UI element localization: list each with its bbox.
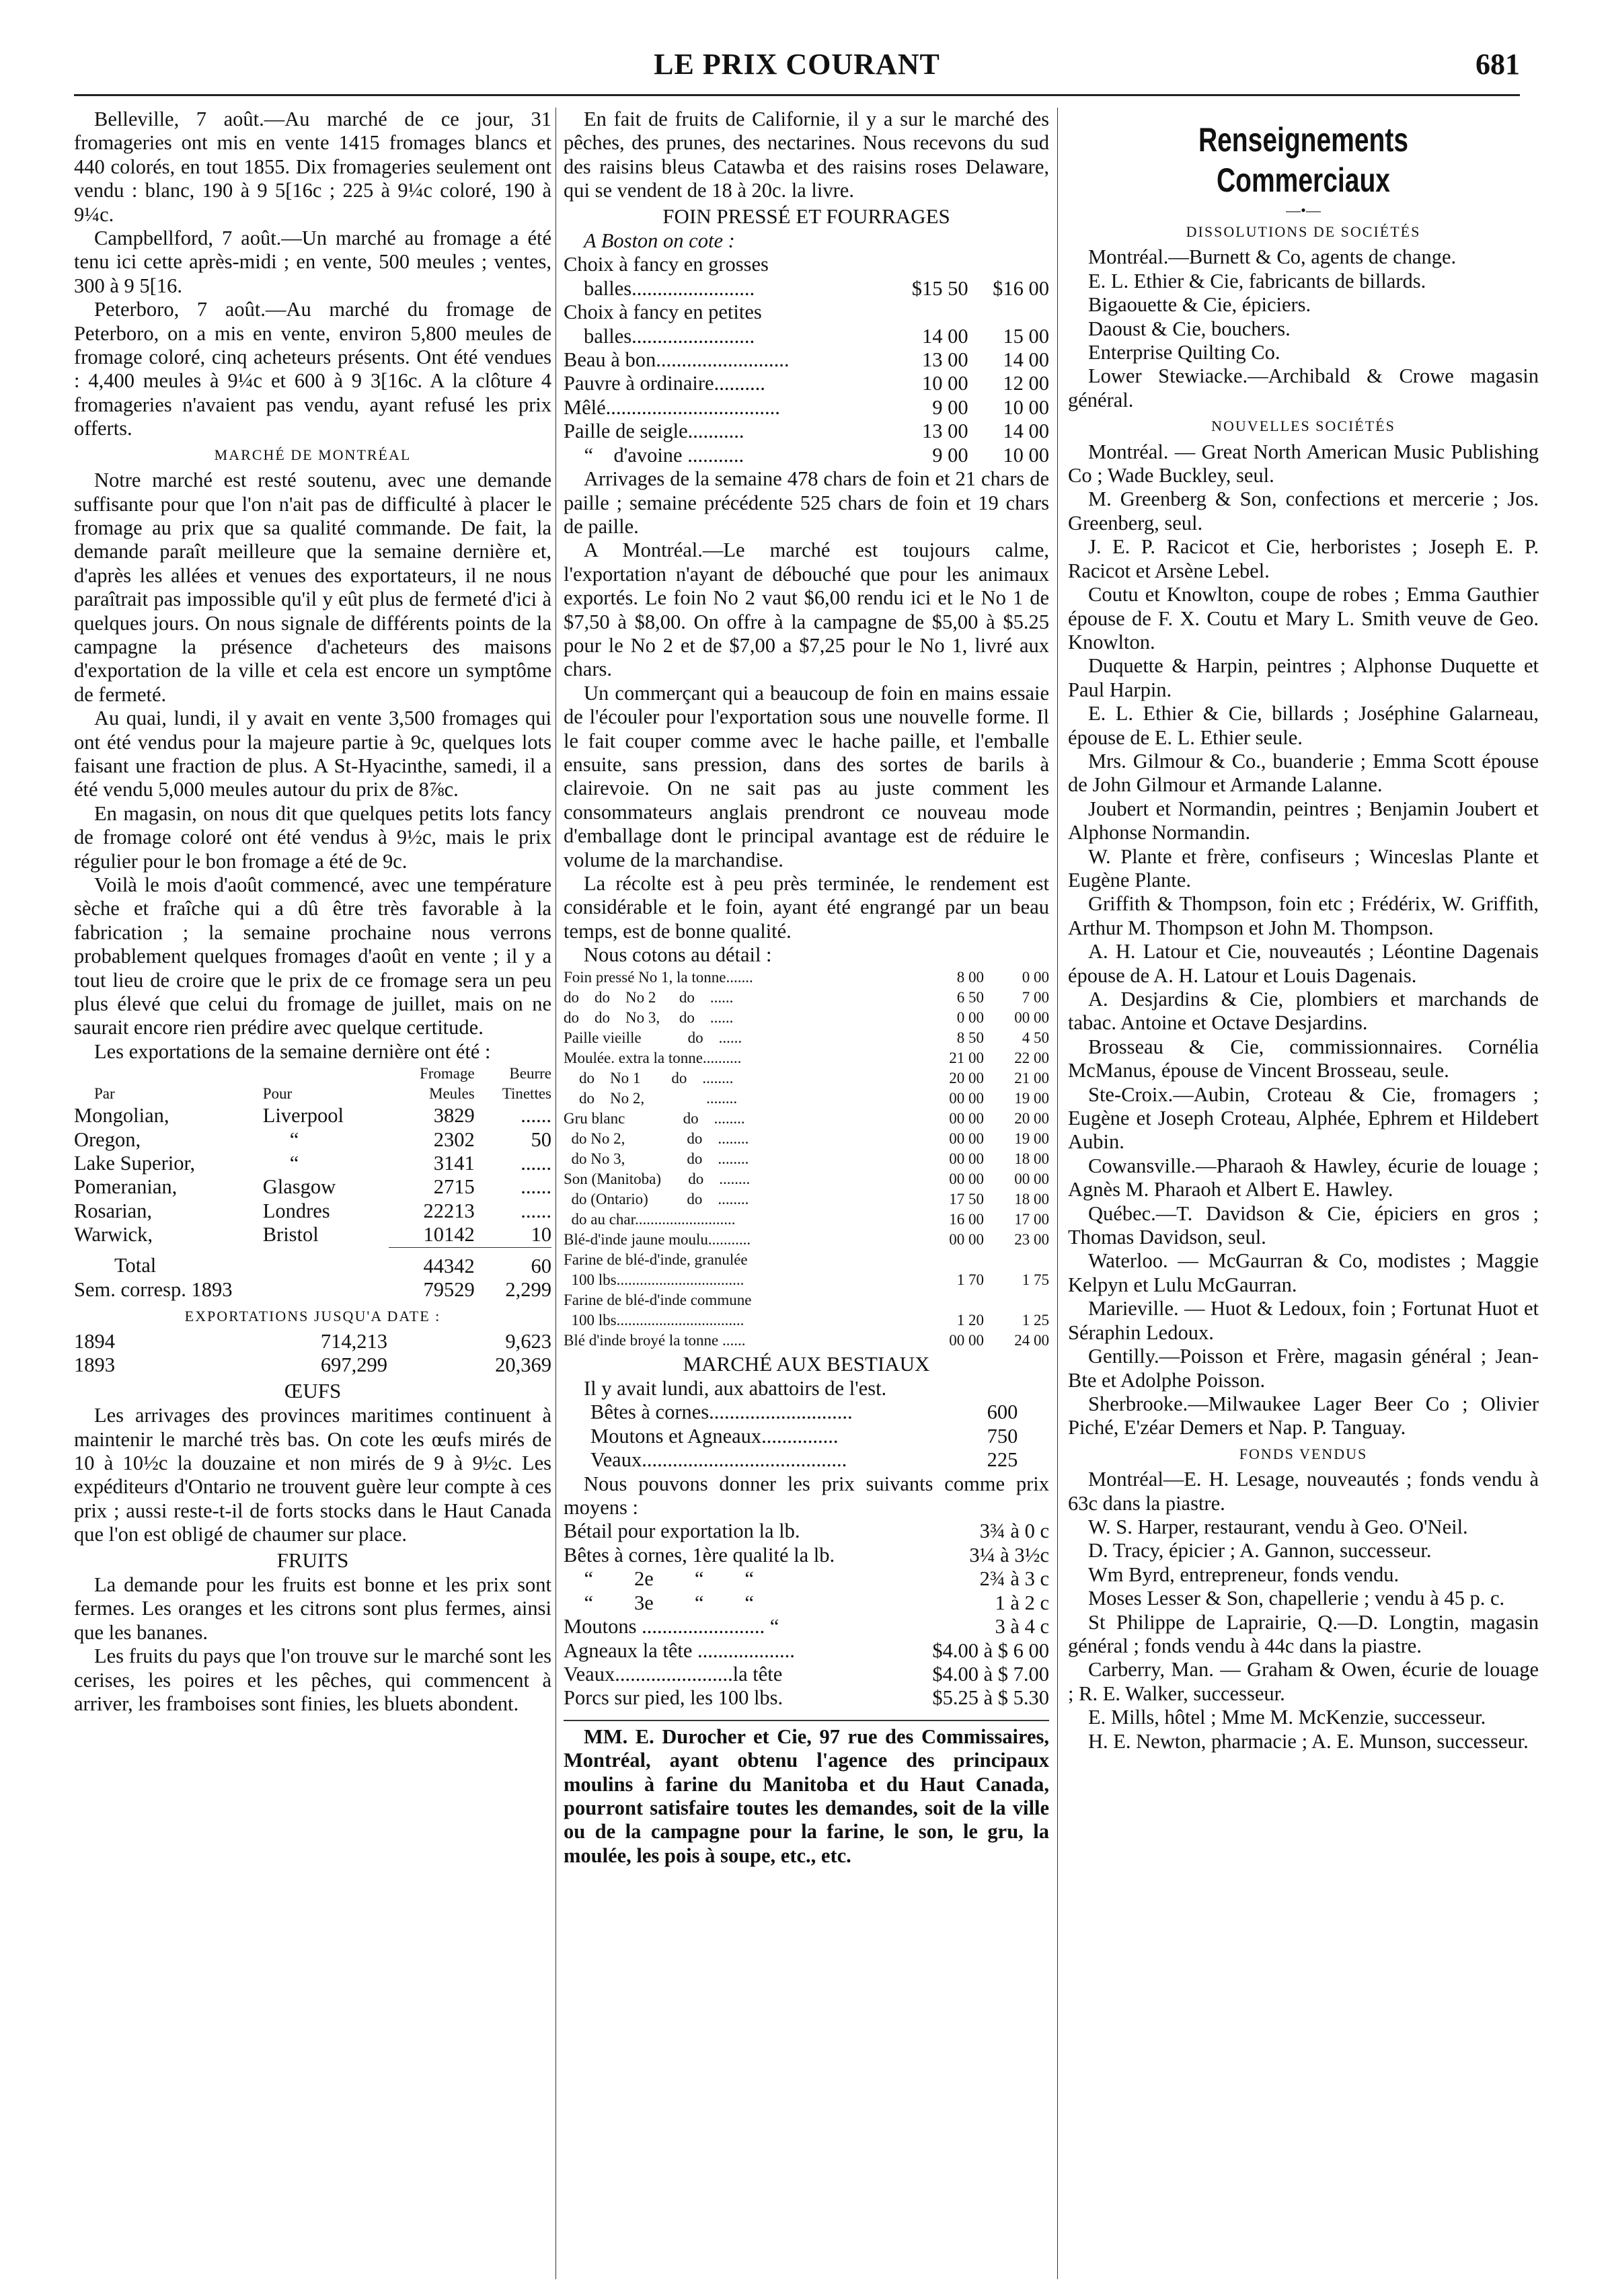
section-heading: FRUITS bbox=[276, 1548, 349, 1572]
table-row bbox=[564, 1544, 1049, 1567]
tinettes: 50 bbox=[531, 1127, 551, 1151]
table-row bbox=[564, 372, 1049, 395]
price: 17 50 bbox=[949, 1190, 984, 1208]
table-row bbox=[74, 1104, 551, 1127]
livestock-price-table bbox=[564, 1519, 1049, 1710]
table-row bbox=[590, 1400, 1018, 1424]
port: “ bbox=[289, 1152, 299, 1175]
ornament: —•— bbox=[1286, 202, 1321, 219]
paragraph: A Boston on cote : bbox=[584, 229, 735, 253]
table-row bbox=[564, 967, 1049, 988]
price: 1 à 2 c bbox=[995, 1591, 1049, 1614]
item-label: Farine de blé-d'inde commune bbox=[564, 1291, 752, 1308]
list-item: Montréal.—Burnett & Co, agents de change. bbox=[1088, 245, 1457, 269]
list-item: Griffith & Thompson, foin etc ; Frédérix, W. Griffith, Arthur M. Thompson et John M. Thompson. bbox=[1068, 892, 1539, 939]
section-heading: NOUVELLES SOCIÉTÉS bbox=[1211, 418, 1395, 435]
table-row bbox=[74, 1128, 551, 1152]
year: 1893 bbox=[74, 1353, 115, 1377]
table-row bbox=[564, 1028, 1049, 1048]
table-row bbox=[74, 1152, 551, 1175]
section-heading: EXPORTATIONS JUSQU'A DATE : bbox=[184, 1307, 441, 1324]
exports-table bbox=[74, 1064, 551, 1302]
list-item: Moses Lesser & Son, chapellerie ; vendu à 45 p. c. bbox=[1088, 1587, 1505, 1610]
list-item: Duquette & Harpin, peintres ; Alphonse Duquette et Paul Harpin. bbox=[1068, 654, 1539, 701]
list-item: Coutu et Knowlton, coupe de robes ; Emma Gauthier épouse de F. X. Coutu et Mary L. Smith veuve de Geo. Knowlton. bbox=[1068, 583, 1539, 654]
table-row bbox=[590, 1448, 1018, 1472]
list-item: Montréal. — Great North American Music Publishing Co ; Wade Buckley, seul. bbox=[1068, 440, 1539, 487]
list-item: E. L. Ethier & Cie, billards ; Joséphine Galarneau, épouse de E. L. Ethier seule. bbox=[1068, 702, 1539, 749]
tinettes: 10 bbox=[531, 1223, 551, 1246]
table-row bbox=[564, 1331, 1049, 1351]
item-label: Paille de seigle........... bbox=[564, 420, 744, 443]
count: 600 bbox=[987, 1400, 1018, 1424]
list-item: A. H. Latour et Cie, nouveautés ; Léontine Dagenais épouse de A. H. Latour et Louis Dagenais. bbox=[1068, 940, 1539, 987]
list-item: St Philippe de Laprairie, Q.—D. Longtin, magasin général ; fonds vendu à 44c dans la piastre. bbox=[1068, 1610, 1539, 1657]
table-row bbox=[564, 1109, 1049, 1129]
paragraph: Peterboro, 7 août.—Au marché du fromage de Peterboro, on a mis en vente, environ 5,800 meules de fromage coloré, cinq acheteurs présents. Ont été vendues : 4,400 meules à 9¼c et 600 à 9 3[16c. A la clôture 4 fromageries n'avaient pas vendu, ayant refusé les prix offerts. bbox=[74, 298, 551, 440]
paragraph: Nous cotons au détail : bbox=[584, 943, 772, 967]
table-row bbox=[74, 1175, 551, 1199]
item-label: Moutons et Agneaux............... bbox=[590, 1424, 839, 1448]
tinettes: ...... bbox=[521, 1175, 551, 1199]
price: 14 00 bbox=[1003, 420, 1049, 443]
value: 714,213 bbox=[320, 1329, 387, 1353]
divider bbox=[564, 1720, 1049, 1721]
price: $16 00 bbox=[993, 276, 1049, 300]
price: 8 50 bbox=[956, 1029, 984, 1046]
list-item: Québec.—T. Davidson & Cie, épiciers en gros ; Thomas Davidson, seul. bbox=[1068, 1201, 1539, 1249]
price: 21 00 bbox=[1014, 1069, 1049, 1086]
table-row bbox=[564, 1663, 1049, 1686]
table-header: Meules bbox=[429, 1085, 475, 1103]
item-label: do No 2, do ........ bbox=[564, 1130, 749, 1147]
table-header: Fromage bbox=[419, 1065, 475, 1082]
section-heading: ŒUFS bbox=[284, 1378, 342, 1402]
item-label: do No 3, do ........ bbox=[564, 1150, 749, 1167]
table-row bbox=[564, 1230, 1049, 1250]
list-item: Brosseau & Cie, commissionnaires. Cornélia McManus, épouse de Vincent Brosseau, seule. bbox=[1068, 1035, 1539, 1082]
price: 1 25 bbox=[1022, 1311, 1049, 1329]
list-item: Lower Stewiacke.—Archibald & Crowe magasin général. bbox=[1068, 364, 1539, 411]
tinettes: ...... bbox=[521, 1199, 551, 1222]
retail-price-table bbox=[564, 967, 1049, 1351]
port: “ bbox=[289, 1127, 299, 1151]
item-label: Choix à fancy en grosses bbox=[564, 253, 769, 276]
price: 6 50 bbox=[956, 988, 984, 1006]
price: 21 00 bbox=[949, 1049, 984, 1066]
table-row bbox=[564, 1048, 1049, 1068]
paragraph: Arrivages de la semaine 478 chars de foin et 21 chars de paille ; semaine précédente 525 chars de foin et 19 chars de paille. bbox=[564, 467, 1049, 538]
item-label: Son (Manitoba) do ........ bbox=[564, 1170, 751, 1187]
price: 20 00 bbox=[949, 1069, 984, 1086]
table-row bbox=[564, 325, 1049, 348]
price: 19 00 bbox=[1014, 1089, 1049, 1107]
item-label: “ 3e “ “ bbox=[564, 1591, 754, 1614]
section-heading: MARCHÉ AUX BESTIAUX bbox=[683, 1351, 930, 1376]
price: 23 00 bbox=[1014, 1230, 1049, 1248]
price: 7 00 bbox=[1022, 988, 1049, 1006]
item-label: Veaux.......................la tête bbox=[564, 1662, 783, 1686]
list-item: Montréal—E. H. Lesage, nouveautés ; fonds vendu à 63c dans la piastre. bbox=[1068, 1468, 1539, 1515]
table-row bbox=[564, 1567, 1049, 1591]
hay-price-table bbox=[564, 253, 1049, 467]
paragraph: Il y avait lundi, aux abattoirs de l'est. bbox=[584, 1377, 887, 1400]
item-label: Blé-d'inde jaune moulu........... bbox=[564, 1230, 751, 1248]
item-label: do au char.......................... bbox=[564, 1210, 736, 1228]
item-label: Agneaux la tête ................... bbox=[564, 1638, 795, 1662]
item-label: Foin pressé No 1, la tonne....... bbox=[564, 968, 753, 986]
table-row bbox=[564, 1686, 1049, 1710]
meules: 79529 bbox=[423, 1278, 475, 1302]
table-row bbox=[564, 1189, 1049, 1210]
price: 20 00 bbox=[1014, 1109, 1049, 1127]
table-row bbox=[564, 1169, 1049, 1189]
exports-to-date-table bbox=[74, 1330, 551, 1378]
paragraph: La demande pour les fruits est bonne et les prix sont fermes. Les oranges et les citrons sont plus fermes, ainsi que les bananes. bbox=[74, 1573, 551, 1644]
ship-name: Rosarian, bbox=[74, 1199, 153, 1222]
list-item: Bigaouette & Cie, épiciers. bbox=[1088, 293, 1311, 317]
list-item: Wm Byrd, entrepreneur, fonds vendu. bbox=[1088, 1562, 1400, 1586]
price: $5.25 à $ 5.30 bbox=[932, 1686, 1049, 1710]
price: 00 00 bbox=[949, 1331, 984, 1349]
price: 18 00 bbox=[1014, 1190, 1049, 1208]
price: 9 00 bbox=[932, 443, 968, 467]
price: 9 00 bbox=[932, 395, 968, 419]
list-item: Sherbrooke.—Milwaukee Lager Beer Co ; Olivier Piché, E'zéar Demers et Nap. P. Tanguay. bbox=[1068, 1392, 1539, 1439]
table-row bbox=[564, 301, 1049, 324]
table-row bbox=[564, 1149, 1049, 1169]
column-3 bbox=[1068, 108, 1539, 2279]
header-rule bbox=[74, 94, 1520, 96]
price: 16 00 bbox=[949, 1210, 984, 1228]
table-row bbox=[564, 420, 1049, 443]
list-item: Cowansville.—Pharaoh & Hawley, écurie de louage ; Agnès M. Pharaoh et Albert E. Hawley. bbox=[1068, 1154, 1539, 1201]
column-1 bbox=[74, 108, 551, 2279]
tinettes: 60 bbox=[475, 1247, 551, 1278]
meules: 3829 bbox=[433, 1104, 475, 1127]
item-label: Beau à bon.......................... bbox=[564, 348, 790, 372]
table-row bbox=[590, 1425, 1018, 1448]
price bbox=[919, 1290, 984, 1310]
price bbox=[984, 1250, 1049, 1270]
column-2 bbox=[564, 108, 1049, 2279]
price: 3 à 4 c bbox=[995, 1615, 1049, 1638]
list-item: E. Mills, hôtel ; Mme M. McKenzie, successeur. bbox=[1088, 1706, 1486, 1729]
paragraph: Les exportations de la semaine dernière ont été : bbox=[94, 1039, 491, 1063]
table-header: Par bbox=[94, 1085, 115, 1103]
table-row bbox=[74, 1353, 551, 1377]
price: 2¾ à 3 c bbox=[979, 1567, 1049, 1591]
item-label: 100 lbs................................. bbox=[564, 1311, 744, 1329]
paragraph: Un commerçant qui a beaucoup de foin en mains essaie de l'écouler pour l'exportation sous une nouvelle forme. Il le fait couper comme avec le hache paille, et l'emballe ensuite, sans pression, dans des sortes de barils à clairevoie. On ne sait pas au juste comment les consommateurs anglais prendront ce nouveau mode d'emballage dont le principal avantage est de réduire le volume de la marchandise. bbox=[564, 681, 1049, 871]
item-label: do do No 2 do ...... bbox=[564, 988, 734, 1006]
table-row bbox=[564, 1290, 1049, 1310]
value: 9,623 bbox=[505, 1329, 551, 1353]
ship-name: Mongolian, bbox=[74, 1104, 169, 1127]
table-header: Beurre bbox=[509, 1065, 551, 1082]
list-item: Waterloo. — McGaurran & Co, modistes ; Maggie Kelpyn et Lulu McGaurran. bbox=[1068, 1249, 1539, 1296]
table-row bbox=[564, 1088, 1049, 1109]
tinettes: ...... bbox=[521, 1152, 551, 1175]
item-label: do (Ontario) do ........ bbox=[564, 1190, 749, 1208]
table-row bbox=[74, 1330, 551, 1353]
table-row bbox=[564, 1639, 1049, 1663]
price: 00 00 bbox=[949, 1170, 984, 1187]
ship-name: Warwick, bbox=[74, 1223, 153, 1246]
price: 1 20 bbox=[956, 1311, 984, 1329]
item-label: Farine de blé-d'inde, granulée bbox=[564, 1251, 748, 1268]
page-header bbox=[74, 47, 1520, 87]
item-label: “ d'avoine ........... bbox=[564, 443, 744, 467]
price: 00 00 bbox=[949, 1230, 984, 1248]
table-header: Pour bbox=[262, 1085, 293, 1103]
price: 22 00 bbox=[1014, 1049, 1049, 1066]
table-row bbox=[564, 277, 1049, 301]
item-label: Blé d'inde broyé la tonne ...... bbox=[564, 1331, 746, 1349]
table-row bbox=[564, 1129, 1049, 1149]
item-label: Bêtes à cornes............................ bbox=[590, 1400, 853, 1424]
paragraph: Les fruits du pays que l'on trouve sur le marché sont les cerises, les poires et les pêches, qui commencent à arriver, les framboises sont finies, les bluets abondent. bbox=[74, 1645, 551, 1715]
list-item: Gentilly.—Poisson et Frère, magasin général ; Jean-Bte et Adolphe Poisson. bbox=[1068, 1345, 1539, 1392]
paragraph: Voilà le mois d'août commencé, avec une température sèche et fraîche qui a dû être très favorable à la fabrication ; la semaine prochaine nous verrons probablement quelques fromages d'août en vente ; il y a tout lieu de croire que le prix de ce fromage sera un peu plus élevé que celui du fromage de juillet, mais on ne saurait encore rien prédire avec quelque certitude. bbox=[74, 873, 551, 1039]
count: 750 bbox=[987, 1424, 1018, 1448]
meules: 44342 bbox=[389, 1247, 474, 1278]
meules: 10142 bbox=[423, 1223, 475, 1246]
price: 8 00 bbox=[956, 968, 984, 986]
price: 00 00 bbox=[949, 1150, 984, 1167]
list-item: W. S. Harper, restaurant, vendu à Geo. O'Neil. bbox=[1088, 1515, 1468, 1538]
paragraph: Campbellford, 7 août.—Un marché au fromage a été tenu ici cette après-midi ; en vente, 500 meules ; ventes, 300 à 9 5[16. bbox=[74, 227, 551, 297]
ship-name: Pomeranian, bbox=[74, 1175, 178, 1199]
price: 14 00 bbox=[922, 324, 968, 348]
notice-paragraph: MM. E. Durocher et Cie, 97 rue des Commissaires, Montréal, ayant obtenu l'agence des principaux moulins à farine du Manitoba et du Haut Canada, pourront satisfaire toutes les demandes, soit de la ville ou de la campagne pour la farine, le son, le gru, la moulée, les pois à soupe, etc., etc. bbox=[564, 1725, 1049, 1867]
price: 10 00 bbox=[1003, 443, 1049, 467]
meules: 3141 bbox=[433, 1152, 475, 1175]
list-item: Daoust & Cie, bouchers. bbox=[1088, 317, 1291, 340]
section-heading: DISSOLUTIONS DE SOCIÉTÉS bbox=[1186, 223, 1421, 240]
dissolutions-list bbox=[1068, 245, 1539, 412]
port: Londres bbox=[262, 1199, 330, 1222]
paragraph: En magasin, on nous dit que quelques petits lots fancy de fromage coloré ont été vendus à 9½c, mais le prix régulier pour le bon fromage a été de 9c. bbox=[74, 801, 551, 873]
item-label: Mêlé.................................. bbox=[564, 395, 780, 419]
total-row bbox=[74, 1247, 551, 1278]
tinettes: ...... bbox=[521, 1104, 551, 1127]
section-heading: FONDS VENDUS bbox=[1239, 1445, 1368, 1462]
price: 00 00 bbox=[949, 1089, 984, 1107]
tinettes: 2,299 bbox=[505, 1278, 551, 1302]
price: 3¼ à 3½c bbox=[969, 1543, 1049, 1567]
table-row bbox=[564, 1210, 1049, 1230]
price: 18 00 bbox=[1014, 1150, 1049, 1167]
paragraph: Notre marché est resté soutenu, avec une demande suffisante pour que l'on n'ait pas de difficulté à placer le fromage au prix que sa qualité commande. De fait, la demande paraît meilleure que la semaine dernière et, d'après les allées et venues des exportateurs, il ne nous paraîtrait pas impossible qu'il y eût plus de fermeté d'ici à quelques jours. On nous signale de différents points de la campagne la présence d'acheteurs des maisons d'exportation de la ville et cela est encore un symptôme de fermeté. bbox=[74, 469, 551, 706]
price: $15 50 bbox=[911, 276, 968, 300]
item-label: Paille vieille do ...... bbox=[564, 1029, 742, 1046]
paragraph: En fait de fruits de Californie, il y a sur le marché des pêches, des prunes, des nectarines. Nous recevons du sud des raisins bleus Catawba et des raisins roses Delaware, qui se vendent de 18 à 20c. la livre. bbox=[564, 108, 1049, 202]
section-title: Renseignements Commerciaux bbox=[1198, 121, 1409, 199]
item-label: do No 1 do ........ bbox=[564, 1069, 734, 1086]
paragraph: Les arrivages des provinces maritimes continuent à maintenir le marché très bas. On cote les œufs mirés de 10 à 10½c la douzaine et non mirés de 9 à 9½c. Les expéditeurs d'Ontario ne trouvent guère leur compte à ces prix ; aussi reste-t-il de forts stocks dans le Haut Canada que l'on est obligé de chaumer sur place. bbox=[74, 1404, 551, 1546]
count: 225 bbox=[987, 1448, 1018, 1472]
price: 12 00 bbox=[1003, 372, 1049, 395]
list-item: D. Tracy, épicier ; A. Gannon, successeur. bbox=[1088, 1539, 1432, 1562]
item-label: Choix à fancy en petites bbox=[564, 301, 762, 324]
meules: 2302 bbox=[433, 1127, 475, 1151]
price bbox=[984, 1290, 1049, 1310]
price bbox=[919, 1250, 984, 1270]
table-row bbox=[564, 1310, 1049, 1331]
page-number: 681 bbox=[1476, 48, 1520, 81]
table-row bbox=[564, 1008, 1049, 1028]
port: Glasgow bbox=[262, 1175, 336, 1199]
item-label: 100 lbs................................. bbox=[564, 1271, 744, 1288]
item-label: Bétail pour exportation la lb. bbox=[564, 1519, 800, 1543]
item-label: do No 2, ........ bbox=[564, 1089, 738, 1107]
price: 17 00 bbox=[1014, 1210, 1049, 1228]
item-label: balles........................ bbox=[584, 276, 755, 300]
total-label: Total bbox=[114, 1254, 157, 1277]
table-row bbox=[564, 396, 1049, 420]
price: 10 00 bbox=[1003, 395, 1049, 419]
list-item: M. Greenberg & Son, confections et mercerie ; Jos. Greenberg, seul. bbox=[1068, 487, 1539, 535]
price: $4.00 à $ 7.00 bbox=[932, 1662, 1049, 1686]
price: 14 00 bbox=[1003, 348, 1049, 372]
paragraph: Nous pouvons donner les prix suivants comme prix moyens : bbox=[564, 1472, 1049, 1519]
list-item: Joubert et Normandin, peintres ; Benjamin Joubert et Alphonse Normandin. bbox=[1068, 797, 1539, 844]
section-heading: FOIN PRESSÉ ET FOURRAGES bbox=[662, 204, 950, 228]
total-row bbox=[74, 1278, 551, 1302]
price: 0 00 bbox=[956, 1008, 984, 1026]
list-item: A. Desjardins & Cie, plombiers et marchands de tabac. Antoine et Octave Desjardins. bbox=[1068, 988, 1539, 1035]
paragraph: Au quai, lundi, il y avait en vente 3,500 fromages qui ont été vendus pour la majeure partie à 9c, quelques lots faisant une fraction de plus. A St-Hyacinthe, samedi, il a été vendu 5,000 meules autour du prix de 8⅞c. bbox=[74, 707, 551, 801]
table-row bbox=[74, 1199, 551, 1223]
table-header: Tinettes bbox=[502, 1085, 551, 1103]
price: 24 00 bbox=[1014, 1331, 1049, 1349]
sold-businesses-list bbox=[1068, 1468, 1539, 1753]
list-item: Mrs. Gilmour & Co., buanderie ; Emma Scott épouse de John Gilmour et Armande Lalanne. bbox=[1068, 749, 1539, 797]
item-label: Porcs sur pied, les 100 lbs. bbox=[564, 1686, 783, 1710]
table-row bbox=[564, 988, 1049, 1008]
price: 19 00 bbox=[1014, 1130, 1049, 1147]
price: 00 00 bbox=[949, 1130, 984, 1147]
table-row bbox=[564, 253, 1049, 276]
list-item: Carberry, Man. — Graham & Owen, écurie de louage ; R. E. Walker, successeur. bbox=[1068, 1658, 1539, 1705]
table-row bbox=[564, 1250, 1049, 1270]
price: 3¾ à 0 c bbox=[979, 1519, 1049, 1543]
port: Liverpool bbox=[262, 1104, 344, 1127]
item-label: do do No 3, do ...... bbox=[564, 1008, 734, 1026]
item-label: Moulée. extra la tonne.......... bbox=[564, 1049, 742, 1066]
item-label: Moutons ........................ “ bbox=[564, 1615, 779, 1638]
list-item: Marieville. — Huot & Ledoux, foin ; Fortunat Huot et Séraphin Ledoux. bbox=[1068, 1297, 1539, 1344]
meules: 22213 bbox=[423, 1199, 475, 1222]
value: 697,299 bbox=[320, 1353, 387, 1377]
table-row bbox=[74, 1223, 551, 1247]
price: 00 00 bbox=[1014, 1008, 1049, 1026]
list-item: H. E. Newton, pharmacie ; A. E. Munson, successeur. bbox=[1088, 1729, 1529, 1753]
ship-name: Oregon, bbox=[74, 1127, 141, 1151]
sem-label: Sem. corresp. 1893 bbox=[74, 1278, 233, 1302]
price: 0 00 bbox=[1022, 968, 1049, 986]
price: $4.00 à $ 6 00 bbox=[932, 1638, 1049, 1662]
item-label: balles........................ bbox=[584, 324, 755, 348]
list-item: W. Plante et frère, confiseurs ; Winceslas Plante et Eugène Plante. bbox=[1068, 844, 1539, 892]
price: 15 00 bbox=[1003, 324, 1049, 348]
section-heading: MARCHÉ DE MONTRÉAL bbox=[214, 446, 412, 463]
table-row bbox=[564, 1591, 1049, 1615]
table-row bbox=[564, 1519, 1049, 1543]
meules: 2715 bbox=[433, 1175, 475, 1199]
new-companies-list bbox=[1068, 440, 1539, 1440]
journal-title: LE PRIX COURANT bbox=[654, 48, 940, 81]
port: Bristol bbox=[262, 1223, 319, 1246]
table-row bbox=[564, 1270, 1049, 1290]
list-item: Ste-Croix.—Aubin, Croteau & Cie, fromagers ; Eugène et Joseph Croteau, Alphée, Ephrem et Hildebert Aubin. bbox=[1068, 1082, 1539, 1154]
item-label: Gru blanc do ........ bbox=[564, 1109, 745, 1127]
table-row bbox=[564, 1615, 1049, 1638]
livestock-count-table bbox=[590, 1400, 1018, 1472]
price: 13 00 bbox=[922, 420, 968, 443]
item-label: Bêtes à cornes, 1ère qualité la lb. bbox=[564, 1543, 835, 1567]
item-label: “ 2e “ “ bbox=[564, 1567, 754, 1591]
price: 00 00 bbox=[1014, 1170, 1049, 1187]
ship-name: Lake Superior, bbox=[74, 1152, 196, 1175]
year: 1894 bbox=[74, 1329, 115, 1353]
list-item: J. E. P. Racicot et Cie, herboristes ; Joseph E. P. Racicot et Arsène Lebel. bbox=[1068, 535, 1539, 582]
item-label: Veaux........................................ bbox=[590, 1448, 847, 1472]
item-label: Pauvre à ordinaire.......... bbox=[564, 372, 765, 395]
price: 1 75 bbox=[1022, 1271, 1049, 1288]
table-row bbox=[564, 348, 1049, 372]
price: 10 00 bbox=[922, 372, 968, 395]
table-row bbox=[564, 444, 1049, 467]
paragraph: Belleville, 7 août.—Au marché de ce jour, 31 fromageries ont mis en vente 1415 fromages blancs et 440 colorés, en tout 1855. Dix fromageries seulement ont vendu : blanc, 190 à 9 5[16c ; 225 à 9¼c coloré, 190 à 9¼c. bbox=[74, 108, 551, 226]
price: 00 00 bbox=[949, 1109, 984, 1127]
column-divider bbox=[1057, 108, 1058, 2279]
value: 20,369 bbox=[495, 1353, 551, 1377]
price: 4 50 bbox=[1022, 1029, 1049, 1046]
list-item: Enterprise Quilting Co. bbox=[1088, 341, 1280, 364]
price: 13 00 bbox=[922, 348, 968, 372]
paragraph: La récolte est à peu près terminée, le rendement est considérable et le foin, ayant été engrangé par un beau temps, est de bonne qualité. bbox=[564, 872, 1049, 943]
table-row bbox=[564, 1068, 1049, 1088]
list-item: E. L. Ethier & Cie, fabricants de billards. bbox=[1088, 269, 1426, 292]
price: 1 70 bbox=[956, 1271, 984, 1288]
paragraph: A Montréal.—Le marché est toujours calme, l'exportation n'ayant de débouché que pour les animaux exportés. Le foin No 2 vaut $6,00 rendu ici et le No 1 de $7,50 à $8,00. On offre à la campagne de $5,00 à $5.25 pour le No 2 et de $7,00 a $7,25 pour le No 1, livré aux chars. bbox=[564, 539, 1049, 681]
